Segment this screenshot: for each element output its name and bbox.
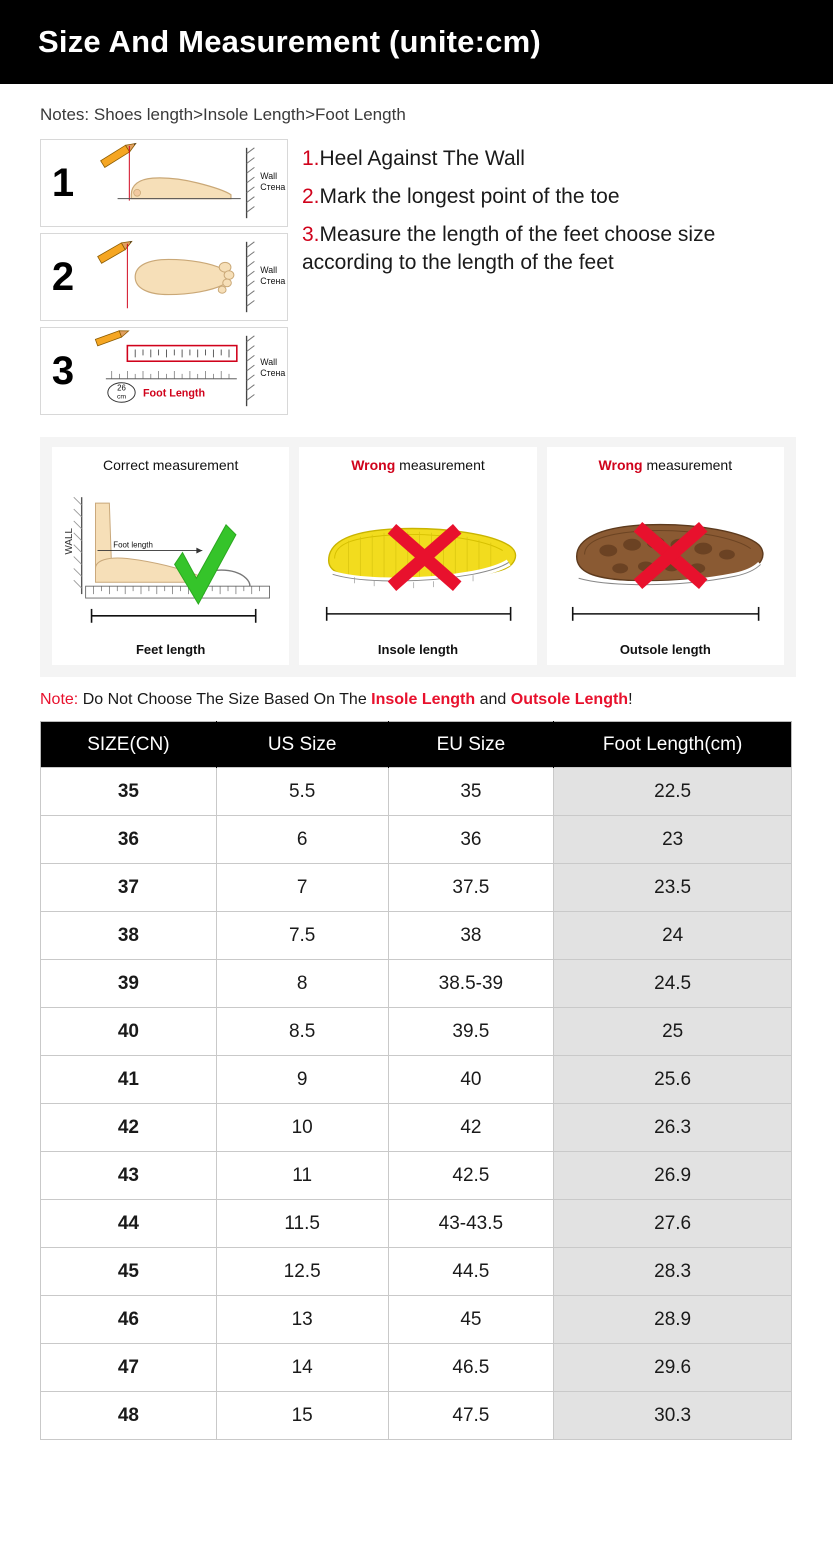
svg-text:WALL: WALL <box>63 528 75 555</box>
table-cell: 14 <box>216 1344 388 1392</box>
instruction-1-index: 1. <box>302 147 320 170</box>
table-cell: 36 <box>41 816 217 864</box>
note-warning-suffix: ! <box>628 691 633 708</box>
insole-measurement-icon <box>299 473 536 642</box>
table-cell: 39 <box>41 960 217 1008</box>
size-chart-head <box>41 722 792 768</box>
table-row <box>41 1392 792 1440</box>
step-number-2: 2 <box>51 254 75 299</box>
table-row <box>41 768 792 816</box>
instruction-2-text: Mark the longest point of the toe <box>319 185 620 208</box>
instruction-1 <box>302 145 800 173</box>
note-warning-mid1: Do Not Choose The Size Based On The <box>78 691 372 708</box>
table-cell: 25 <box>554 1008 792 1056</box>
table-cell: 13 <box>216 1296 388 1344</box>
svg-text:Wall: Wall <box>260 171 278 182</box>
comparison-status-insole: Wrong <box>351 457 396 473</box>
table-cell: 11.5 <box>216 1200 388 1248</box>
column-header-us: US Size <box>216 722 388 768</box>
table-cell: 42.5 <box>388 1152 554 1200</box>
table-cell: 15 <box>216 1392 388 1440</box>
table-cell: 30.3 <box>554 1392 792 1440</box>
column-header-eu: EU Size <box>388 722 554 768</box>
comparison-caption-insole <box>351 457 485 473</box>
page-header <box>0 0 833 84</box>
table-cell: 40 <box>388 1056 554 1104</box>
notes-text: Notes: Shoes length>Insole Length>Foot Length <box>40 105 406 124</box>
table-row <box>41 1152 792 1200</box>
table-cell: 42 <box>388 1104 554 1152</box>
table-cell: 46.5 <box>388 1344 554 1392</box>
column-header-foot-length: Foot Length(cm) <box>554 722 792 768</box>
table-header-row <box>41 722 792 768</box>
comparison-bottom-label-0: Feet length <box>135 642 206 657</box>
table-cell: 27.6 <box>554 1200 792 1248</box>
table-cell: 7.5 <box>216 912 388 960</box>
table-cell: 6 <box>216 816 388 864</box>
table-cell: 26.3 <box>554 1104 792 1152</box>
table-cell: 28.3 <box>554 1248 792 1296</box>
note-warning-prefix: Note: <box>40 691 79 708</box>
note-warning-emphasis-insole: Insole Length <box>371 691 476 708</box>
comparison-bottom-label-1: Insole length <box>377 642 459 657</box>
svg-text:Cтeнa: Cтeнa <box>260 275 286 286</box>
table-cell: 47.5 <box>388 1392 554 1440</box>
column-header-cn: SIZE(CN) <box>41 722 217 768</box>
table-row <box>41 1104 792 1152</box>
comparison-card-correct <box>52 447 289 665</box>
table-cell: 42 <box>41 1104 217 1152</box>
table-row <box>41 1200 792 1248</box>
table-cell: 39.5 <box>388 1008 554 1056</box>
table-cell: 44.5 <box>388 1248 554 1296</box>
table-cell: 23 <box>554 816 792 864</box>
table-cell: 40 <box>41 1008 217 1056</box>
instruction-3-text: Measure the length of the feet choose size according to the length of the feet <box>302 223 716 274</box>
comparison-bottom-label-2: Outsole length <box>619 642 711 657</box>
table-cell: 24 <box>554 912 792 960</box>
table-cell: 45 <box>41 1248 217 1296</box>
table-row <box>41 1056 792 1104</box>
table-cell: 28.9 <box>554 1296 792 1344</box>
note-warning <box>40 691 833 709</box>
table-cell: 25.6 <box>554 1056 792 1104</box>
table-row <box>41 1248 792 1296</box>
table-row <box>41 816 792 864</box>
comparison-caption-rest-0: measurement <box>148 457 239 473</box>
table-row <box>41 912 792 960</box>
foot-side-view-icon <box>85 140 287 226</box>
table-cell: 38 <box>41 912 217 960</box>
svg-text:Foot Length: Foot Length <box>143 387 206 400</box>
table-cell: 12.5 <box>216 1248 388 1296</box>
table-cell: 37 <box>41 864 217 912</box>
svg-text:Wall: Wall <box>260 265 278 276</box>
comparison-status-outsole: Wrong <box>598 457 643 473</box>
table-cell: 46 <box>41 1296 217 1344</box>
foot-top-view-icon <box>85 234 287 320</box>
table-cell: 23.5 <box>554 864 792 912</box>
table-row <box>41 960 792 1008</box>
ruler-measure-icon <box>85 328 287 414</box>
note-warning-mid2: and <box>475 691 511 708</box>
comparison-card-outsole <box>547 447 784 665</box>
svg-text:Wall: Wall <box>260 357 278 368</box>
outsole-measurement-icon <box>547 473 784 642</box>
table-cell: 29.6 <box>554 1344 792 1392</box>
svg-text:Cтeнa: Cтeнa <box>260 181 286 192</box>
step-instructions <box>302 139 800 421</box>
page-title: Size And Measurement (unite:cm) <box>38 24 541 59</box>
table-cell: 10 <box>216 1104 388 1152</box>
table-cell: 8.5 <box>216 1008 388 1056</box>
table-cell: 7 <box>216 864 388 912</box>
table-cell: 43-43.5 <box>388 1200 554 1248</box>
comparison-status-correct: Correct <box>102 457 149 473</box>
correct-measurement-icon <box>52 473 289 642</box>
table-cell: 8 <box>216 960 388 1008</box>
step-number-1: 1 <box>51 160 75 205</box>
instruction-2 <box>302 183 800 211</box>
size-chart-body <box>41 768 792 1440</box>
measurement-comparison <box>40 437 796 677</box>
comparison-caption-correct <box>103 457 238 473</box>
instruction-1-text: Heel Against The Wall <box>319 147 525 170</box>
svg-text:Cтeнa: Cтeнa <box>260 367 286 378</box>
step-figure-2 <box>40 233 288 321</box>
size-chart-table <box>40 721 792 1440</box>
svg-text:Foot length: Foot length <box>113 540 153 550</box>
comparison-caption-rest-1: measurement <box>395 457 485 473</box>
table-cell: 45 <box>388 1296 554 1344</box>
table-cell: 43 <box>41 1152 217 1200</box>
table-cell: 47 <box>41 1344 217 1392</box>
step-figures <box>40 139 288 421</box>
instruction-2-index: 2. <box>302 185 320 208</box>
table-row <box>41 1008 792 1056</box>
instruction-3-index: 3. <box>302 223 320 246</box>
svg-text:26: 26 <box>117 383 126 393</box>
comparison-caption-rest-2: measurement <box>642 457 733 473</box>
table-cell: 22.5 <box>554 768 792 816</box>
table-cell: 11 <box>216 1152 388 1200</box>
table-cell: 48 <box>41 1392 217 1440</box>
table-cell: 35 <box>388 768 554 816</box>
table-cell: 36 <box>388 816 554 864</box>
table-row <box>41 864 792 912</box>
comparison-card-insole <box>299 447 536 665</box>
table-cell: 38.5-39 <box>388 960 554 1008</box>
table-cell: 37.5 <box>388 864 554 912</box>
table-cell: 44 <box>41 1200 217 1248</box>
comparison-caption-outsole <box>599 457 733 473</box>
step-figure-3 <box>40 327 288 415</box>
table-cell: 38 <box>388 912 554 960</box>
table-cell: 5.5 <box>216 768 388 816</box>
table-cell: 9 <box>216 1056 388 1104</box>
note-warning-emphasis-outsole: Outsole Length <box>510 691 629 708</box>
table-cell: 35 <box>41 768 217 816</box>
table-row <box>41 1296 792 1344</box>
instruction-3 <box>302 221 800 277</box>
table-cell: 24.5 <box>554 960 792 1008</box>
svg-text:cm: cm <box>116 393 127 401</box>
measurement-steps <box>40 139 800 421</box>
table-cell: 41 <box>41 1056 217 1104</box>
step-figure-1 <box>40 139 288 227</box>
table-cell: 26.9 <box>554 1152 792 1200</box>
table-row <box>41 1344 792 1392</box>
step-number-3: 3 <box>51 348 75 393</box>
